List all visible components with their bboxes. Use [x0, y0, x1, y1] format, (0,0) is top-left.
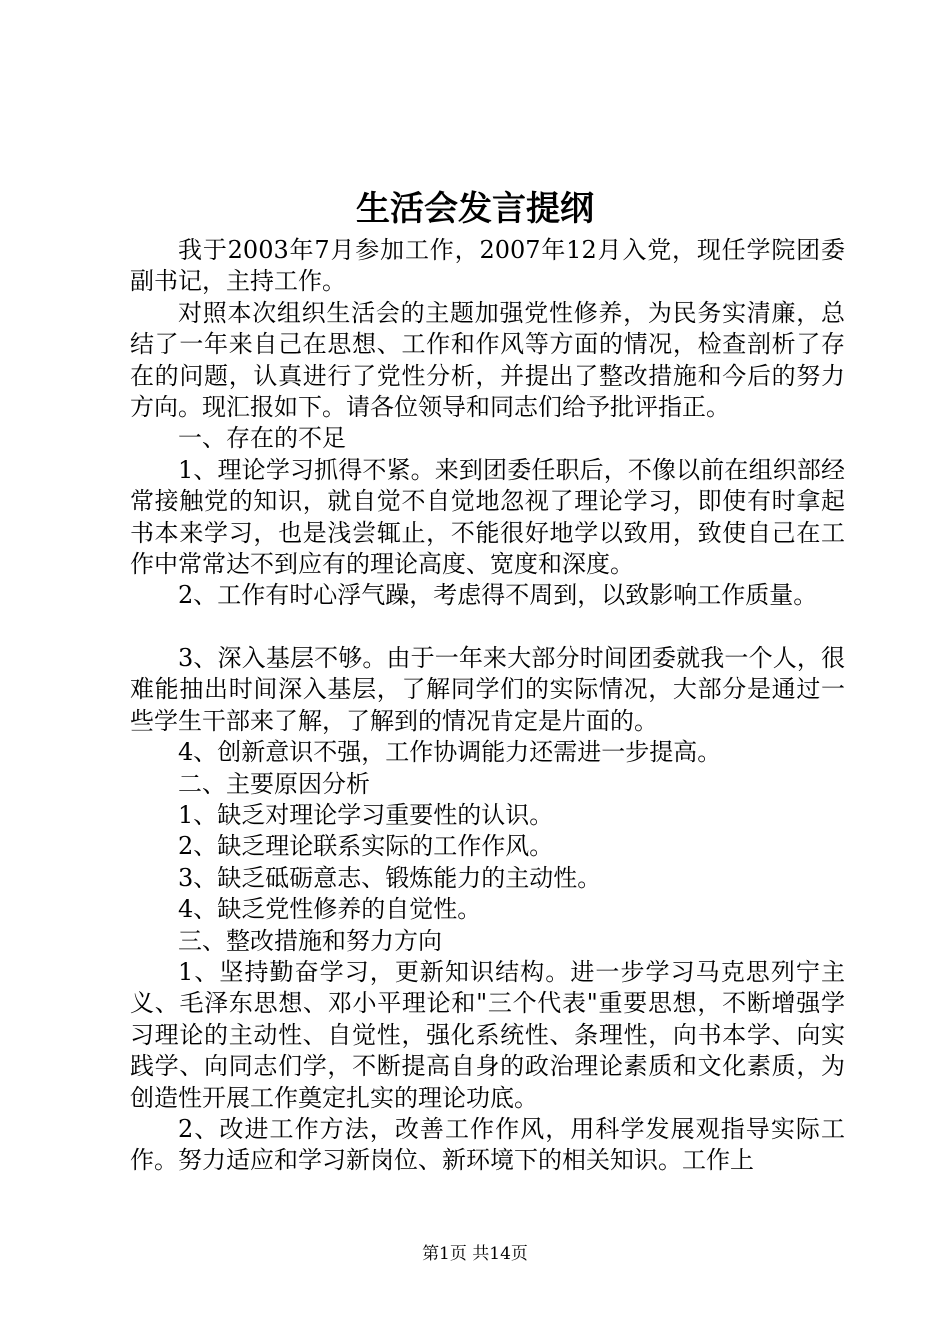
section-heading: 一、存在的不足: [178, 424, 346, 453]
paragraph: 2、工作有时心浮气躁，考虑得不周到，以致影响工作质量。: [178, 581, 818, 610]
paragraph: 3、缺乏砥砺意志、锻炼能力的主动性。: [178, 863, 602, 892]
paragraph: 2、缺乏理论联系实际的工作作风。: [178, 832, 554, 861]
paragraph: 3、深入基层不够。由于一年来大部分时间团委就我一个人，很难能抽出时间深入基层，了解同学们的实际情况，大部分是通过一些学生干部来了解，了解到的情况肯定是片面的。: [130, 643, 845, 735]
page-number-footer: 第1页 共14页: [422, 1244, 528, 1264]
document-body: [130, 235, 845, 1177]
page-title: 生活会发言提纲: [356, 189, 594, 229]
paragraph: 1、缺乏对理论学习重要性的认识。: [178, 800, 554, 829]
paragraph: 对照本次组织生活会的主题加强党性修养，为民务实清廉，总结了一年来自己在思想、工作和作风等方面的情况，检查剖析了存在的问题，认真进行了党性分析，并提出了整改措施和今后的努力方向。现汇报如下。请各位领导和同志们给予批评指正。: [130, 298, 845, 422]
section-heading: 二、主要原因分析: [178, 769, 370, 798]
paragraph: 1、理论学习抓得不紧。来到团委任职后，不像以前在组织部经常接触党的知识，就自觉不自觉地忽视了理论学习，即使有时拿起书本来学习，也是浅尝辄止，不能很好地学以致用，致使自己在工作中常常达不到应有的理论高度、宽度和深度。: [130, 455, 845, 579]
paragraph: 4、缺乏党性修养的自觉性。: [178, 895, 482, 924]
paragraph: 2、改进工作方法，改善工作作风，用科学发展观指导实际工作。努力适应和学习新岗位、新环境下的相关知识。工作上: [130, 1114, 845, 1175]
section-heading: 三、整改措施和努力方向: [178, 926, 442, 955]
paragraph: 4、创新意识不强，工作协调能力还需进一步提高。: [178, 738, 722, 767]
paragraph: 1、坚持勤奋学习，更新知识结构。进一步学习马克思列宁主义、毛泽东思想、邓小平理论和"三个代表"重要思想，不断增强学习理论的主动性、自觉性，强化系统性、条理性，向书本学、向实践学、向同志们学，不断提高自身的政治理论素质和文化素质，为创造性开展工作奠定扎实的理论功底。: [130, 957, 845, 1112]
paragraph: 我于2003年7月参加工作，2007年12月入党，现任学院团委副书记，主持工作。: [130, 236, 845, 296]
